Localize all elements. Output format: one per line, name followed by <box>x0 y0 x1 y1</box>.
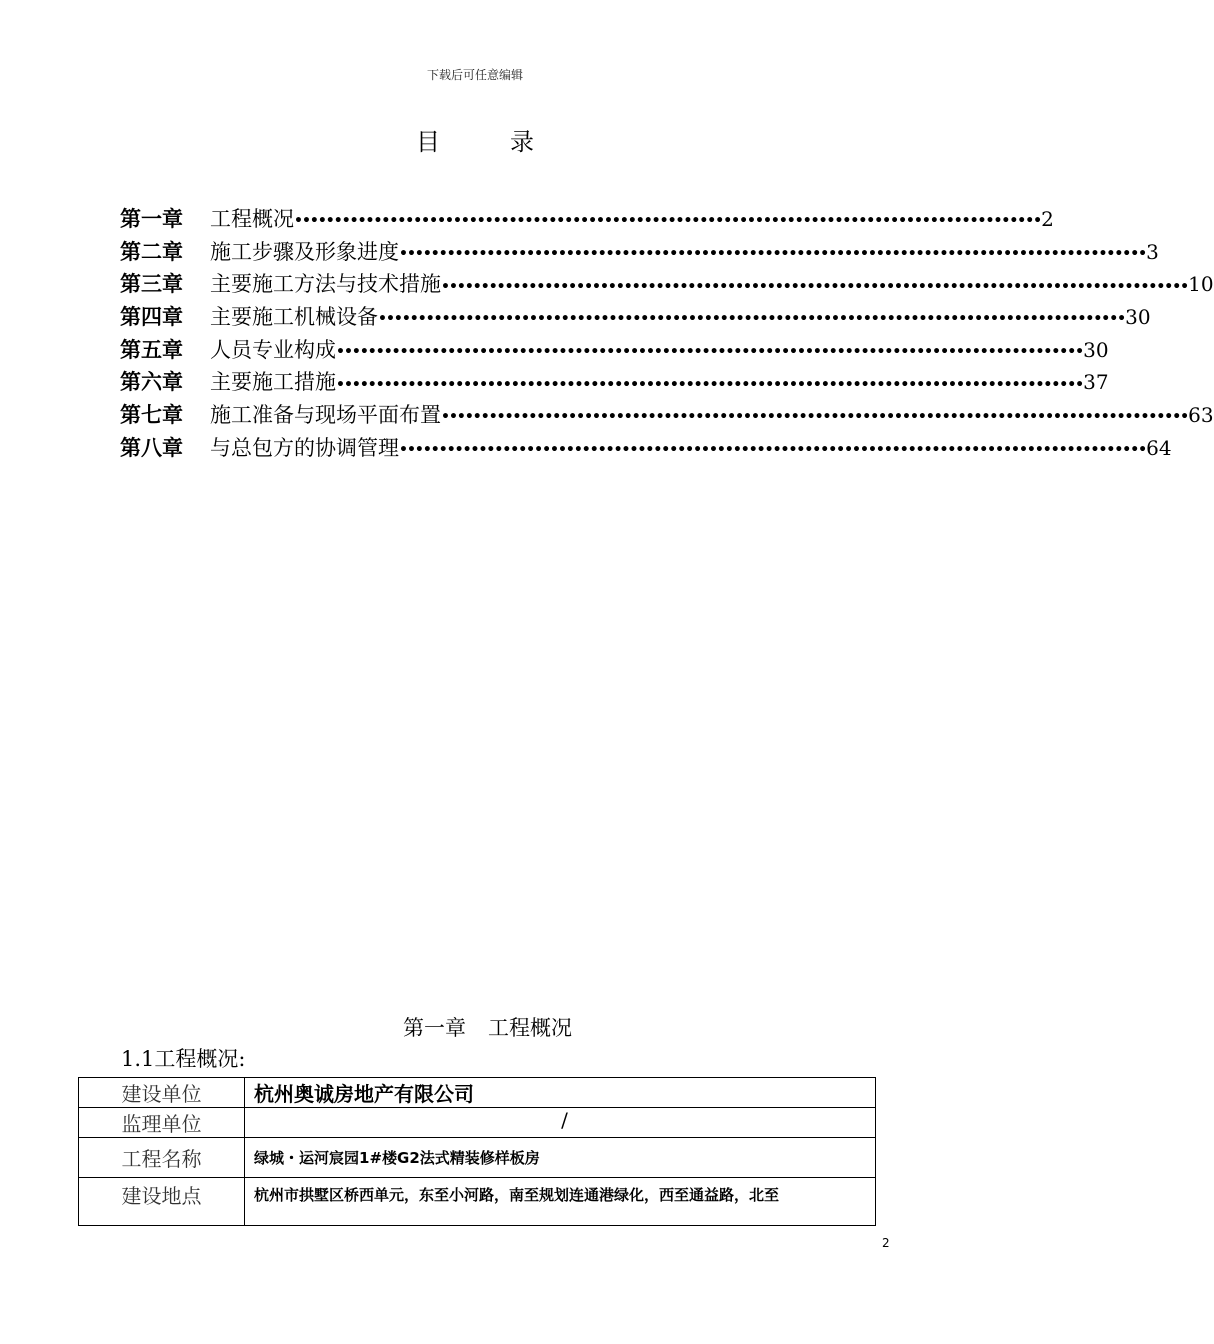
toc-chapter-label: 第八章 <box>120 435 183 460</box>
toc-chapter-label: 第二章 <box>120 239 183 264</box>
toc-chapter-label: 第三章 <box>120 272 183 297</box>
toc-chapter-name: 人员专业构成 <box>210 337 336 362</box>
toc-chapter-name: 与总包方的协调管理 <box>210 435 399 460</box>
toc-page-number: 10 <box>1188 272 1214 297</box>
header-note: 下载后可任意编辑 <box>426 68 523 82</box>
section-heading: 1.1工程概况: <box>121 1047 246 1071</box>
chapter-heading <box>0 1012 975 1042</box>
table-row <box>79 1108 876 1138</box>
toc-chapter-label: 第六章 <box>120 370 183 395</box>
toc-page-number: 30 <box>1083 337 1109 362</box>
table-value-cell: 杭州市拱墅区桥西单元，东至小河路，南至规划连通港绿化，西至通益路，北至 <box>245 1178 876 1226</box>
toc-chapter-name: 施工步骤及形象进度 <box>210 239 399 264</box>
table-label-cell: 建设地点 <box>79 1178 245 1226</box>
toc-page-number: 63 <box>1188 403 1214 428</box>
toc-leader-dots: •••••••••••••••••••••••••••••••••••••••••••••••••••••••••••••••••••••••••••••••••••••••••••••• <box>441 409 1189 426</box>
toc-chapter-label: 第五章 <box>120 337 183 362</box>
toc-leader-dots: •••••••••••••••••••••••••••••••••••••••••••••••••••••••••••••••••••••••••••••••••••••••••••••• <box>378 311 1126 328</box>
page-number: 2 <box>882 1236 890 1250</box>
toc-page-number: 64 <box>1146 435 1172 460</box>
table-label-cell: 工程名称 <box>79 1138 245 1178</box>
toc-chapter-name: 施工准备与现场平面布置 <box>210 403 441 428</box>
toc-page-number: 3 <box>1146 239 1159 264</box>
toc-title <box>0 122 950 157</box>
toc-leader-dots: •••••••••••••••••••••••••••••••••••••••••••••••••••••••••••••••••••••••••••••••••••••••••••••• <box>336 344 1084 361</box>
table-row <box>79 1078 876 1108</box>
toc-chapter-name: 主要施工方法与技术措施 <box>210 272 441 297</box>
toc-entry[interactable] <box>120 301 1151 334</box>
toc-entry[interactable] <box>120 399 1214 432</box>
toc-chapter-label: 第四章 <box>120 305 183 330</box>
toc-leader-dots: •••••••••••••••••••••••••••••••••••••••••••••••••••••••••••••••••••••••••••••••••••••••••••••• <box>399 246 1147 263</box>
toc-title-right: 录 <box>510 128 534 156</box>
toc-entry[interactable] <box>120 236 1159 269</box>
table-row <box>79 1138 876 1178</box>
toc-entry[interactable] <box>120 268 1214 301</box>
table-value-cell: / <box>245 1108 876 1138</box>
table-value-cell: 杭州奥诚房地产有限公司 <box>245 1078 876 1108</box>
table-label-cell: 建设单位 <box>79 1078 245 1108</box>
table-of-contents <box>120 203 1214 465</box>
toc-leader-dots: •••••••••••••••••••••••••••••••••••••••••••••••••••••••••••••••••••••••••••••••••••••••••••••• <box>441 278 1189 295</box>
toc-entry[interactable] <box>120 203 1054 236</box>
toc-page-number: 30 <box>1125 305 1151 330</box>
toc-entry[interactable] <box>120 334 1109 367</box>
toc-chapter-label: 第七章 <box>120 403 183 428</box>
table-value-cell: 绿城・运河宸园1#楼G2法式精装修样板房 <box>245 1138 876 1178</box>
toc-page-number: 37 <box>1083 370 1109 395</box>
project-info-table <box>78 1077 876 1226</box>
toc-title-left: 目 <box>416 128 440 156</box>
toc-chapter-name: 主要施工措施 <box>210 370 336 395</box>
toc-leader-dots: •••••••••••••••••••••••••••••••••••••••••••••••••••••••••••••••••••••••••••••••••••••••••••••• <box>294 213 1042 230</box>
table-label-cell: 监理单位 <box>79 1108 245 1138</box>
toc-page-number: 2 <box>1041 207 1054 231</box>
toc-chapter-name: 工程概况 <box>210 207 294 231</box>
table-row <box>79 1178 876 1226</box>
toc-entry[interactable] <box>120 432 1172 465</box>
toc-leader-dots: •••••••••••••••••••••••••••••••••••••••••••••••••••••••••••••••••••••••••••••••••••••••••••••• <box>399 442 1147 459</box>
chapter-title: 工程概况 <box>488 1016 572 1040</box>
chapter-label: 第一章 <box>403 1016 466 1040</box>
toc-chapter-name: 主要施工机械设备 <box>210 305 378 330</box>
toc-entry[interactable] <box>120 366 1109 399</box>
toc-chapter-label: 第一章 <box>120 207 183 231</box>
toc-leader-dots: •••••••••••••••••••••••••••••••••••••••••••••••••••••••••••••••••••••••••••••••••••••••••••••• <box>336 376 1084 393</box>
